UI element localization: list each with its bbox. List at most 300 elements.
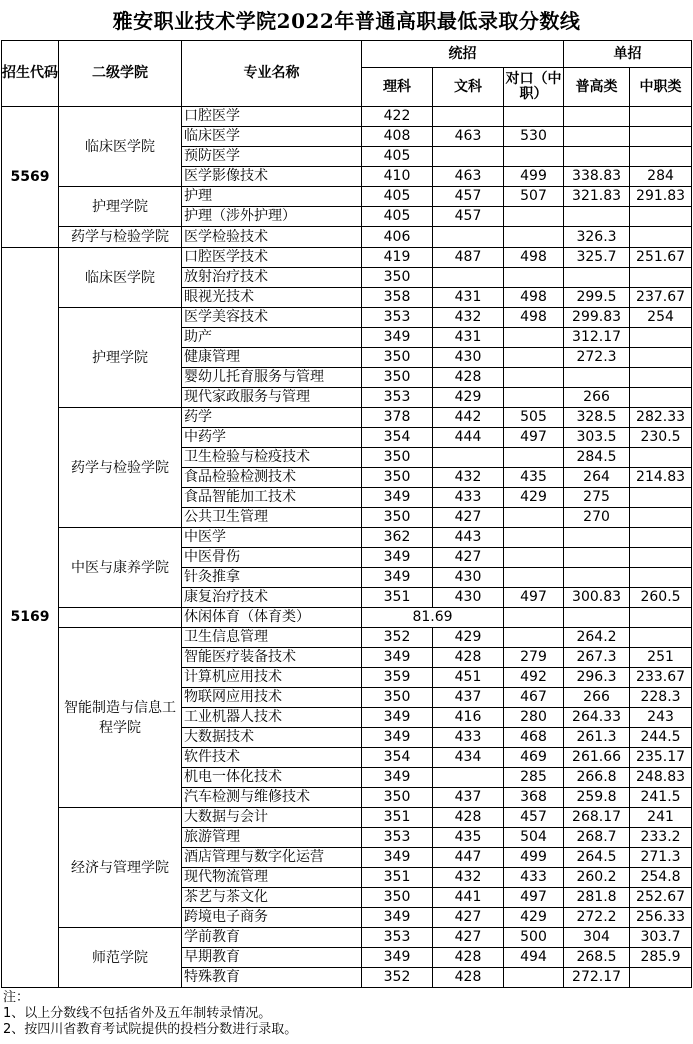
major-name: 预防医学 <box>182 147 362 167</box>
score-science: 351 <box>362 868 433 888</box>
score-secondary-voc: 260.5 <box>630 588 692 608</box>
score-science: 350 <box>362 688 433 708</box>
score-vocational: 435 <box>504 468 564 488</box>
score-science: 359 <box>362 668 433 688</box>
major-name: 软件技术 <box>182 748 362 768</box>
major-name: 医学美容技术 <box>182 308 362 328</box>
page-title: 雅安职业技术学院2022年普通高职最低录取分数线 <box>112 9 581 33</box>
major-name: 公共卫生管理 <box>182 508 362 528</box>
score-arts: 487 <box>433 248 504 268</box>
score-arts: 427 <box>433 928 504 948</box>
score-secondary-voc: 254 <box>630 308 692 328</box>
major-name: 大数据技术 <box>182 728 362 748</box>
major-name: 医学检验技术 <box>182 227 362 248</box>
score-science: 349 <box>362 948 433 968</box>
notes <box>0 990 693 1038</box>
score-arts: 437 <box>433 788 504 808</box>
score-general-high: 272.3 <box>564 348 630 368</box>
score-science: 349 <box>362 548 433 568</box>
score-secondary-voc <box>630 107 692 127</box>
score-arts <box>433 768 504 788</box>
score-arts: 444 <box>433 428 504 448</box>
score-arts: 427 <box>433 908 504 928</box>
score-science: 405 <box>362 187 433 207</box>
score-general-high: 267.3 <box>564 648 630 668</box>
score-vocational: 499 <box>504 167 564 187</box>
major-name: 卫生信息管理 <box>182 628 362 648</box>
score-vocational: 429 <box>504 908 564 928</box>
score-vocational: 285 <box>504 768 564 788</box>
major-name: 计算机应用技术 <box>182 668 362 688</box>
score-vocational <box>504 368 564 388</box>
note-item: 2、按四川省教育考试院提供的投档分数进行录取。 <box>3 1022 298 1037</box>
score-general-high <box>564 268 630 288</box>
score-general-high: 268.17 <box>564 808 630 828</box>
score-vocational <box>504 268 564 288</box>
score-science: 422 <box>362 107 433 127</box>
score-secondary-voc: 291.83 <box>630 187 692 207</box>
score-secondary-voc: 235.17 <box>630 748 692 768</box>
college-name: 经济与管理学院 <box>59 808 182 928</box>
score-secondary-voc <box>630 528 692 548</box>
major-name: 卫生检验与检疫技术 <box>182 448 362 468</box>
score-vocational: 492 <box>504 668 564 688</box>
score-science: 419 <box>362 248 433 268</box>
score-secondary-voc: 252.67 <box>630 888 692 908</box>
score-general-high <box>564 368 630 388</box>
score-secondary-voc: 284 <box>630 167 692 187</box>
header-code: 招生代码 <box>2 41 59 107</box>
score-secondary-voc <box>630 608 692 628</box>
score-secondary-voc <box>630 368 692 388</box>
score-science: 349 <box>362 848 433 868</box>
header-science: 理科 <box>362 68 433 107</box>
major-name: 早期教育 <box>182 948 362 968</box>
score-vocational: 504 <box>504 828 564 848</box>
score-science: 350 <box>362 448 433 468</box>
score-secondary-voc <box>630 207 692 227</box>
score-secondary-voc: 303.7 <box>630 928 692 948</box>
score-arts: 430 <box>433 568 504 588</box>
score-arts: 457 <box>433 187 504 207</box>
college-name: 中医与康养学院 <box>59 528 182 608</box>
score-science: 354 <box>362 428 433 448</box>
table-row <box>2 187 692 207</box>
major-name: 婴幼儿托育服务与管理 <box>182 368 362 388</box>
table-row <box>2 628 692 648</box>
score-general-high: 321.83 <box>564 187 630 207</box>
pe-score: 81.69 <box>362 608 504 628</box>
score-vocational: 498 <box>504 308 564 328</box>
table-row <box>2 107 692 127</box>
score-secondary-voc <box>630 268 692 288</box>
score-science: 405 <box>362 207 433 227</box>
score-science: 353 <box>362 388 433 408</box>
score-secondary-voc: 285.9 <box>630 948 692 968</box>
college-name: 师范学院 <box>59 928 182 988</box>
score-vocational <box>504 207 564 227</box>
score-secondary-voc <box>630 328 692 348</box>
score-vocational <box>504 608 564 628</box>
score-science: 353 <box>362 928 433 948</box>
score-secondary-voc <box>630 227 692 248</box>
score-secondary-voc: 256.33 <box>630 908 692 928</box>
header-single: 单招 <box>564 41 692 68</box>
score-general-high <box>564 548 630 568</box>
major-name: 放射治疗技术 <box>182 268 362 288</box>
major-name: 物联网应用技术 <box>182 688 362 708</box>
score-vocational <box>504 227 564 248</box>
score-general-high: 284.5 <box>564 448 630 468</box>
score-general-high: 261.66 <box>564 748 630 768</box>
score-secondary-voc: 233.67 <box>630 668 692 688</box>
score-arts: 431 <box>433 288 504 308</box>
major-name: 食品检验检测技术 <box>182 468 362 488</box>
college-name: 临床医学院 <box>59 107 182 187</box>
score-arts: 428 <box>433 948 504 968</box>
score-secondary-voc: 244.5 <box>630 728 692 748</box>
score-vocational <box>504 348 564 368</box>
score-general-high <box>564 207 630 227</box>
score-general-high: 264 <box>564 468 630 488</box>
major-name: 现代物流管理 <box>182 868 362 888</box>
score-arts: 427 <box>433 508 504 528</box>
major-name: 药学 <box>182 408 362 428</box>
score-vocational: 498 <box>504 248 564 268</box>
score-science: 349 <box>362 568 433 588</box>
admission-score-table <box>1 40 692 988</box>
score-science: 349 <box>362 768 433 788</box>
score-secondary-voc <box>630 127 692 147</box>
score-arts: 430 <box>433 588 504 608</box>
score-general-high <box>564 107 630 127</box>
score-science: 351 <box>362 588 433 608</box>
score-science: 358 <box>362 288 433 308</box>
score-science: 353 <box>362 308 433 328</box>
score-arts: 433 <box>433 728 504 748</box>
score-arts: 443 <box>433 528 504 548</box>
score-general-high: 303.5 <box>564 428 630 448</box>
score-vocational: 497 <box>504 588 564 608</box>
score-arts: 416 <box>433 708 504 728</box>
score-vocational: 280 <box>504 708 564 728</box>
score-general-high: 272.2 <box>564 908 630 928</box>
score-arts: 451 <box>433 668 504 688</box>
score-vocational: 279 <box>504 648 564 668</box>
score-secondary-voc <box>630 388 692 408</box>
score-secondary-voc <box>630 508 692 528</box>
major-name: 助产 <box>182 328 362 348</box>
score-vocational <box>504 448 564 468</box>
college-name: 临床医学院 <box>59 248 182 308</box>
major-name: 食品智能加工技术 <box>182 488 362 508</box>
score-science: 408 <box>362 127 433 147</box>
score-secondary-voc <box>630 448 692 468</box>
score-vocational <box>504 628 564 648</box>
header-college: 二级学院 <box>59 41 182 107</box>
score-secondary-voc <box>630 488 692 508</box>
score-science: 349 <box>362 728 433 748</box>
score-vocational <box>504 968 564 988</box>
score-arts: 428 <box>433 368 504 388</box>
score-general-high: 328.5 <box>564 408 630 428</box>
major-name: 汽车检测与维修技术 <box>182 788 362 808</box>
major-name: 特殊教育 <box>182 968 362 988</box>
score-science: 350 <box>362 268 433 288</box>
score-secondary-voc <box>630 568 692 588</box>
score-general-high: 275 <box>564 488 630 508</box>
score-general-high <box>564 608 630 628</box>
score-secondary-voc: 241.5 <box>630 788 692 808</box>
score-vocational: 457 <box>504 808 564 828</box>
score-vocational: 507 <box>504 187 564 207</box>
score-science: 350 <box>362 508 433 528</box>
major-name: 跨境电子商务 <box>182 908 362 928</box>
score-arts <box>433 268 504 288</box>
score-science: 350 <box>362 348 433 368</box>
score-arts: 441 <box>433 888 504 908</box>
score-general-high <box>564 528 630 548</box>
score-arts <box>433 227 504 248</box>
score-science: 362 <box>362 528 433 548</box>
score-science: 350 <box>362 788 433 808</box>
college-name <box>59 608 182 628</box>
score-arts: 463 <box>433 127 504 147</box>
major-name: 酒店管理与数字化运营 <box>182 848 362 868</box>
score-arts: 432 <box>433 308 504 328</box>
score-science: 349 <box>362 648 433 668</box>
college-name: 智能制造与信息工程学院 <box>59 628 182 808</box>
score-secondary-voc <box>630 968 692 988</box>
score-vocational: 469 <box>504 748 564 768</box>
admission-code: 5569 <box>2 107 59 248</box>
score-general-high: 266.8 <box>564 768 630 788</box>
score-secondary-voc: 243 <box>630 708 692 728</box>
score-vocational <box>504 328 564 348</box>
score-vocational <box>504 528 564 548</box>
major-name: 中药学 <box>182 428 362 448</box>
score-general-high: 296.3 <box>564 668 630 688</box>
score-science: 349 <box>362 708 433 728</box>
score-general-high: 268.7 <box>564 828 630 848</box>
score-science: 350 <box>362 368 433 388</box>
college-name: 药学与检验学院 <box>59 227 182 248</box>
score-general-high: 299.5 <box>564 288 630 308</box>
score-general-high: 281.8 <box>564 888 630 908</box>
score-vocational <box>504 388 564 408</box>
score-general-high: 266 <box>564 388 630 408</box>
score-secondary-voc <box>630 147 692 167</box>
score-secondary-voc: 214.83 <box>630 468 692 488</box>
score-arts: 428 <box>433 968 504 988</box>
major-name: 学前教育 <box>182 928 362 948</box>
score-science: 406 <box>362 227 433 248</box>
header-arts: 文科 <box>433 68 504 107</box>
score-science: 352 <box>362 968 433 988</box>
score-secondary-voc: 251 <box>630 648 692 668</box>
score-general-high: 312.17 <box>564 328 630 348</box>
score-science: 349 <box>362 908 433 928</box>
score-science: 349 <box>362 328 433 348</box>
score-secondary-voc: 230.5 <box>630 428 692 448</box>
major-name: 口腔医学技术 <box>182 248 362 268</box>
score-vocational: 467 <box>504 688 564 708</box>
score-vocational: 433 <box>504 868 564 888</box>
score-arts: 457 <box>433 207 504 227</box>
score-vocational: 429 <box>504 488 564 508</box>
table-row <box>2 308 692 328</box>
score-arts: 428 <box>433 648 504 668</box>
score-arts <box>433 107 504 127</box>
score-vocational <box>504 548 564 568</box>
score-secondary-voc <box>630 628 692 648</box>
score-general-high: 326.3 <box>564 227 630 248</box>
score-general-high: 266 <box>564 688 630 708</box>
score-general-high: 299.83 <box>564 308 630 328</box>
score-general-high: 264.5 <box>564 848 630 868</box>
major-name: 口腔医学 <box>182 107 362 127</box>
table-body <box>2 107 692 988</box>
score-arts <box>433 147 504 167</box>
score-general-high: 300.83 <box>564 588 630 608</box>
score-vocational: 499 <box>504 848 564 868</box>
score-arts: 447 <box>433 848 504 868</box>
score-vocational: 530 <box>504 127 564 147</box>
score-arts <box>433 448 504 468</box>
score-science: 350 <box>362 468 433 488</box>
major-name: 眼视光技术 <box>182 288 362 308</box>
table-row <box>2 808 692 828</box>
score-vocational: 368 <box>504 788 564 808</box>
major-name: 医学影像技术 <box>182 167 362 187</box>
score-science: 353 <box>362 828 433 848</box>
score-arts: 429 <box>433 628 504 648</box>
score-general-high: 260.2 <box>564 868 630 888</box>
score-arts: 430 <box>433 348 504 368</box>
score-arts: 437 <box>433 688 504 708</box>
score-general-high: 325.7 <box>564 248 630 268</box>
score-science: 352 <box>362 628 433 648</box>
score-secondary-voc: 248.83 <box>630 768 692 788</box>
score-secondary-voc: 254.8 <box>630 868 692 888</box>
major-name: 康复治疗技术 <box>182 588 362 608</box>
score-secondary-voc: 237.67 <box>630 288 692 308</box>
table-row <box>2 408 692 428</box>
score-vocational <box>504 147 564 167</box>
score-general-high: 338.83 <box>564 167 630 187</box>
score-arts: 442 <box>433 408 504 428</box>
score-secondary-voc: 233.2 <box>630 828 692 848</box>
score-vocational: 494 <box>504 948 564 968</box>
score-science: 410 <box>362 167 433 187</box>
score-general-high: 272.17 <box>564 968 630 988</box>
score-vocational <box>504 508 564 528</box>
major-name: 智能医疗装备技术 <box>182 648 362 668</box>
header-secondary-voc: 中职类 <box>630 68 692 107</box>
table-row <box>2 608 692 628</box>
score-vocational: 500 <box>504 928 564 948</box>
score-science: 350 <box>362 888 433 908</box>
score-general-high: 304 <box>564 928 630 948</box>
header-unified: 统招 <box>362 41 564 68</box>
score-arts: 432 <box>433 868 504 888</box>
major-name: 健康管理 <box>182 348 362 368</box>
score-science: 351 <box>362 808 433 828</box>
major-name: 护理（涉外护理） <box>182 207 362 227</box>
score-secondary-voc: 282.33 <box>630 408 692 428</box>
score-arts: 432 <box>433 468 504 488</box>
score-science: 378 <box>362 408 433 428</box>
score-arts: 427 <box>433 548 504 568</box>
score-secondary-voc <box>630 348 692 368</box>
major-name: 机电一体化技术 <box>182 768 362 788</box>
score-general-high: 264.2 <box>564 628 630 648</box>
major-name: 针灸推拿 <box>182 568 362 588</box>
major-name: 护理 <box>182 187 362 207</box>
score-vocational: 505 <box>504 408 564 428</box>
notes-label: 注： <box>3 990 30 1005</box>
score-vocational <box>504 107 564 127</box>
score-general-high: 264.33 <box>564 708 630 728</box>
score-general-high: 259.8 <box>564 788 630 808</box>
score-arts: 428 <box>433 808 504 828</box>
table-row <box>2 227 692 248</box>
admission-code: 5169 <box>2 248 59 988</box>
score-secondary-voc: 251.67 <box>630 248 692 268</box>
table-row <box>2 248 692 268</box>
score-arts: 463 <box>433 167 504 187</box>
major-name: 现代家政服务与管理 <box>182 388 362 408</box>
score-arts: 429 <box>433 388 504 408</box>
score-secondary-voc <box>630 548 692 568</box>
score-vocational: 497 <box>504 888 564 908</box>
score-general-high <box>564 147 630 167</box>
score-secondary-voc: 241 <box>630 808 692 828</box>
score-vocational: 497 <box>504 428 564 448</box>
table-row <box>2 928 692 948</box>
college-name: 护理学院 <box>59 308 182 408</box>
score-science: 349 <box>362 488 433 508</box>
note-item: 1、以上分数线不包括省外及五年制转录情况。 <box>3 1006 272 1021</box>
header-vocational: 对口（中职） <box>504 68 564 107</box>
score-arts: 431 <box>433 328 504 348</box>
major-name: 休闲体育（体育类） <box>182 608 362 628</box>
major-name: 茶艺与茶文化 <box>182 888 362 908</box>
score-general-high: 270 <box>564 508 630 528</box>
score-general-high <box>564 127 630 147</box>
score-general-high <box>564 568 630 588</box>
score-science: 405 <box>362 147 433 167</box>
score-arts: 433 <box>433 488 504 508</box>
major-name: 工业机器人技术 <box>182 708 362 728</box>
major-name: 大数据与会计 <box>182 808 362 828</box>
score-vocational <box>504 568 564 588</box>
header-general-high: 普高类 <box>564 68 630 107</box>
major-name: 旅游管理 <box>182 828 362 848</box>
college-name: 药学与检验学院 <box>59 408 182 528</box>
score-arts: 434 <box>433 748 504 768</box>
score-secondary-voc: 228.3 <box>630 688 692 708</box>
major-name: 中医骨伤 <box>182 548 362 568</box>
major-name: 临床医学 <box>182 127 362 147</box>
score-general-high: 268.5 <box>564 948 630 968</box>
score-general-high: 261.3 <box>564 728 630 748</box>
score-secondary-voc: 271.3 <box>630 848 692 868</box>
major-name: 中医学 <box>182 528 362 548</box>
score-arts: 435 <box>433 828 504 848</box>
table-row <box>2 528 692 548</box>
header-major: 专业名称 <box>182 41 362 107</box>
